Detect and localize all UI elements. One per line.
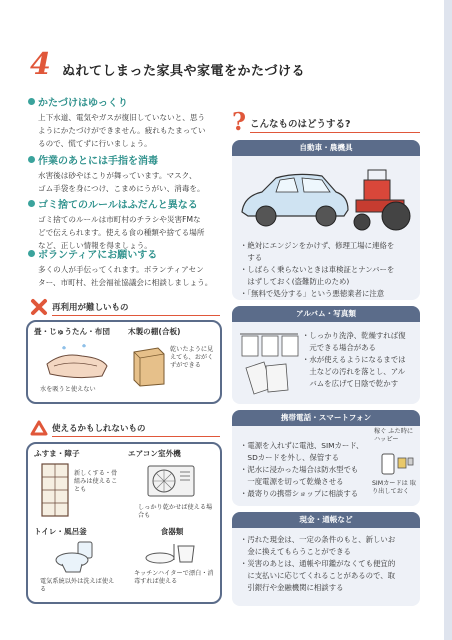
panel-line: バムを広げて日陰で乾かす	[302, 379, 399, 388]
panel-text	[240, 440, 363, 500]
triangle-mark-icon	[30, 420, 48, 436]
page-edge-strip	[444, 0, 452, 640]
panel-album	[232, 306, 420, 404]
section-text-line: 水害後は砂やほこりが舞っています。マスク、	[38, 171, 197, 180]
item-card-tatami	[34, 326, 122, 400]
panel-line: ・しばらく乗らないときは車検証とナンバーを	[240, 265, 395, 274]
section-text-line: ター、市町村、社会福祉協議会に相談しましょう。	[38, 278, 213, 287]
section-text-line: るので、慌てずに行いましょう。	[38, 139, 152, 148]
panel-cash	[232, 512, 420, 606]
item-note: しっかり乾かせば使える場合も	[138, 504, 213, 519]
panel-title: 携帯電話・スマートフォン	[232, 410, 420, 426]
item-card-toilet	[34, 526, 122, 600]
panel-line: ・電源を入れずに電池、SIMカード、	[240, 441, 364, 450]
divider	[52, 315, 220, 316]
phone-note-top: 稼ぐ ふた時に ハッピー	[374, 428, 414, 443]
item-title: 畳・じゅうたん・布団	[34, 327, 110, 336]
panel-car	[232, 140, 420, 300]
fusuma-illustration	[40, 462, 70, 518]
section-heading: ボランティアにお願いする	[38, 250, 158, 261]
item-title: 木製の棚(合板)	[128, 327, 181, 336]
cross-mark-icon	[30, 298, 48, 316]
panel-line: ・水が使えるようになるまでは	[302, 355, 406, 364]
section-text-line: ゴム手袋を身につけ、こまめにうがい、消毒を。	[38, 184, 205, 193]
panel-title: 現金・通帳など	[232, 512, 420, 528]
item-note: 電気系統以外は洗えば使える	[40, 578, 115, 593]
panel-line: SDカードを外し、保管する	[240, 453, 340, 462]
page-number: 4	[30, 47, 51, 82]
item-card-dishes	[128, 526, 216, 600]
panel-line: ・汚れた現金は、一定の条件のもと、新しいお	[240, 535, 396, 544]
panel-line: ・「無料で処分する」という悪徳業者に注意	[240, 289, 385, 298]
panel-title: 自動車・農機具	[232, 140, 420, 156]
panel-line: 元できる場合がある	[302, 343, 376, 352]
phone-parts-illustration	[380, 452, 414, 476]
section-heading: 作業のあとには手指を消毒	[38, 156, 158, 167]
panel-line: 金に換えてもらうことができる	[240, 547, 351, 556]
item-note: 新しくする・骨組みは使えることも	[74, 470, 118, 493]
wood-shelf-illustration	[130, 344, 168, 388]
car-tractor-illustration	[236, 160, 416, 238]
panel-line: する	[240, 253, 263, 262]
item-title: トイレ・風呂釜	[34, 527, 87, 536]
hard-to-reuse-box	[26, 320, 222, 404]
section-heading: ゴミ捨てのルールはふだんと異なる	[38, 200, 198, 211]
item-note: 乾いたように見えても、おがくずができる	[170, 346, 214, 369]
section-slow-cleanup	[28, 94, 230, 150]
item-card-fusuma	[34, 448, 122, 522]
right-heading: こんなものはどうする?	[250, 119, 351, 130]
item-title: ふすま・障子	[34, 449, 80, 458]
album-photos-illustration	[238, 328, 300, 398]
page-title: ぬれてしまった家具や家電をかたづける	[62, 64, 306, 79]
item-card-wood-shelf	[128, 326, 216, 400]
panel-line: ・最寄りの携帯ショップに相談する	[240, 489, 359, 498]
question-mark-icon: ?	[232, 107, 247, 136]
maybe-usable-header	[30, 420, 146, 436]
bullet-dot-icon	[28, 156, 35, 163]
wet-futon-illustration	[42, 342, 112, 382]
panel-line: 引銀行や金融機関に相談する	[240, 583, 344, 592]
panel-line: 一度電源を切って乾燥させる	[240, 477, 344, 486]
panel-text	[240, 240, 394, 300]
section-garbage-rules	[28, 196, 230, 252]
panel-title: アルバム・写真類	[232, 306, 420, 322]
section-disinfect	[28, 152, 230, 195]
item-note: キッチンハイターで漂白・消毒すれば使える	[134, 570, 214, 585]
section-text-line: どで伝えられます。使える食の種類や捨てる場所	[38, 228, 205, 237]
section-text-line: 多くの人が手伝ってくれます。ボランティアセン	[38, 265, 204, 274]
panel-line: 土などの汚れを落とし、アル	[302, 367, 406, 376]
panel-line: に支払いに応じてくれることがあるので、取	[240, 571, 396, 580]
bullet-dot-icon	[28, 250, 35, 257]
panel-line: ・絶対にエンジンをかけず、修理工場に連絡を	[240, 241, 395, 250]
section-volunteers	[28, 246, 230, 289]
hard-to-reuse-header	[30, 298, 129, 316]
panel-line: ・災害のあとは、通帳や印鑑がなくても便宜的	[240, 559, 396, 568]
maybe-usable-label: 使えるかもしれないもの	[52, 424, 146, 434]
phone-note-bottom: SIMカードは 取り出しておく	[372, 480, 416, 495]
item-note: 水を吸うと使えない	[40, 386, 96, 393]
item-title: エアコン室外機	[128, 449, 181, 458]
panel-text	[302, 330, 405, 390]
section-text-line: ゴミ捨てのルールは市町村のチラシや災害FMな	[38, 215, 201, 224]
section-heading: かたづけはゆっくり	[38, 98, 128, 109]
panel-phone	[232, 410, 420, 506]
item-title: 食器類	[160, 527, 184, 536]
panel-line: ・泥水に浸かった場合は防水型でも	[240, 465, 359, 474]
panel-text	[240, 534, 395, 594]
toilet-illustration	[52, 540, 98, 574]
section-text-line: など、正しい情報を得ましょう。	[38, 241, 152, 250]
section-text-line: ようにかたづけができません。疲れもたまってい	[38, 126, 206, 135]
hard-to-reuse-label: 再利用が難しいもの	[52, 303, 129, 313]
bullet-dot-icon	[28, 200, 35, 207]
section-text-line: 上下水道、電気やガスが復旧していないと、思う	[38, 113, 206, 122]
aircon-unit-illustration	[146, 464, 196, 500]
bullet-dot-icon	[28, 98, 35, 105]
panel-line: はずしておく(盗難防止のため)	[240, 277, 350, 286]
divider	[52, 436, 220, 437]
divider	[250, 132, 420, 133]
maybe-usable-box	[26, 442, 222, 604]
panel-line: ・しっかり洗浄、乾燥すれば復	[302, 331, 406, 340]
dishes-illustration	[144, 540, 200, 566]
item-card-aircon	[128, 448, 216, 522]
